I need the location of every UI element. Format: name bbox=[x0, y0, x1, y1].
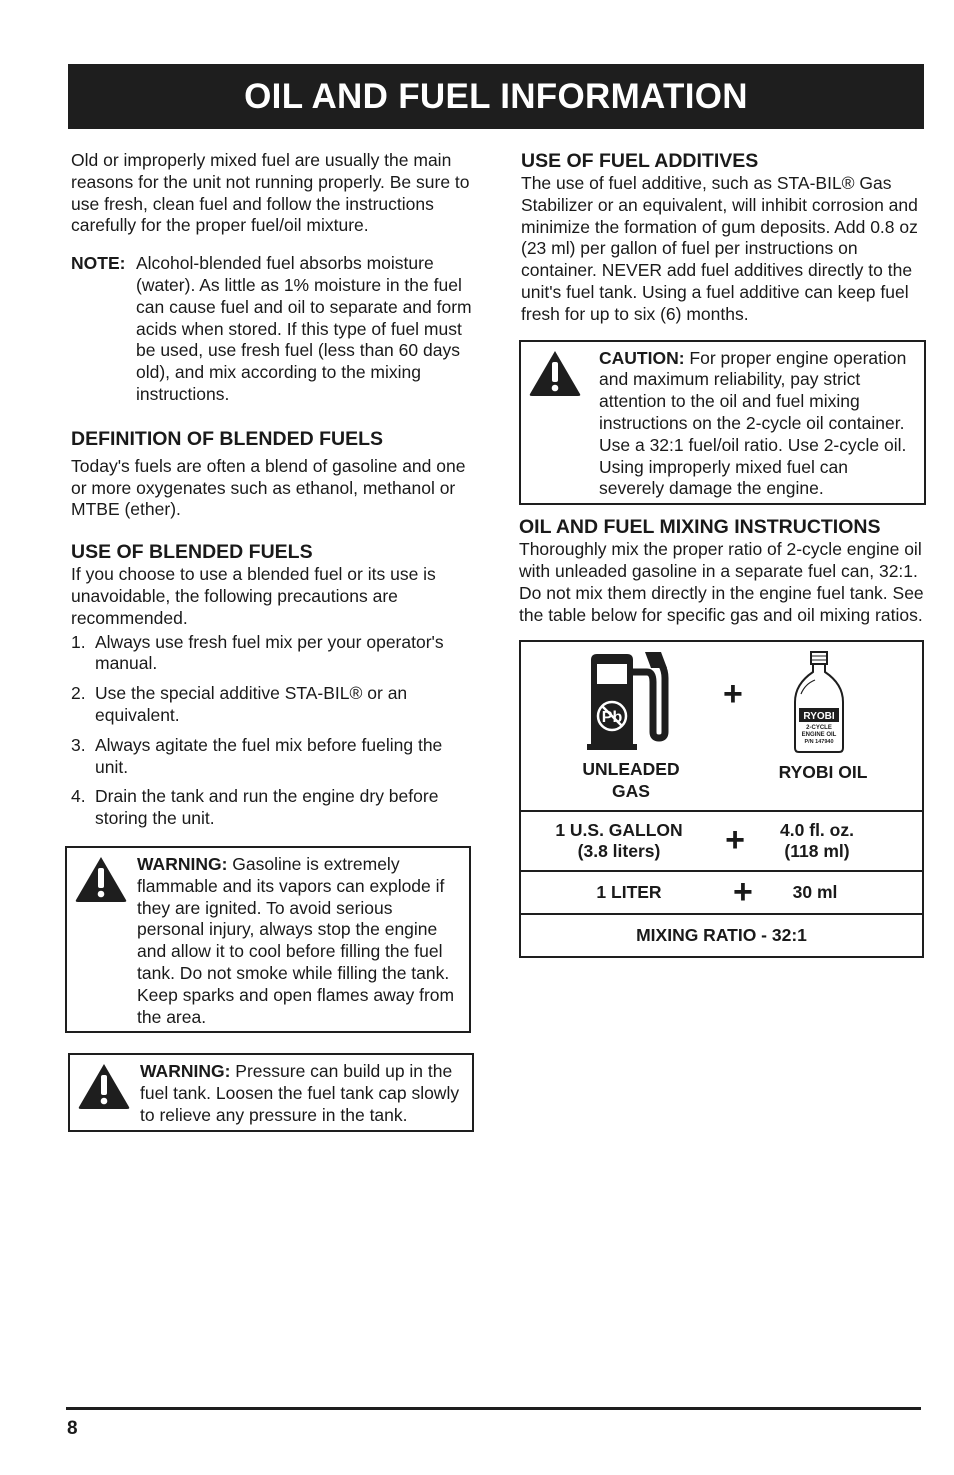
page-number: 8 bbox=[67, 1418, 78, 1439]
warning-box-gasoline bbox=[65, 846, 471, 1033]
mixing-table-header bbox=[521, 642, 922, 812]
note-label: NOTE: bbox=[71, 253, 126, 274]
ml-cell: 30 ml bbox=[792, 881, 838, 902]
use-blended-text: If you choose to use a blended fuel or its use is unavoidable, the following precautions are recommended. bbox=[71, 564, 436, 628]
caution-box bbox=[519, 340, 926, 506]
list-item: 1. Always use fresh fuel mix per your operator's manual. bbox=[71, 631, 444, 674]
warning-label: WARNING: bbox=[140, 1061, 231, 1082]
precautions-list bbox=[71, 632, 475, 830]
oil-label: RYOBI OIL bbox=[778, 762, 868, 783]
caution-label: CAUTION: bbox=[599, 347, 685, 368]
oil-bottle-icon bbox=[789, 650, 849, 760]
definition-heading: DEFINITION OF BLENDED FUELS bbox=[71, 427, 383, 450]
gas-label: UNLEADED GAS bbox=[582, 759, 680, 802]
left-column bbox=[71, 150, 475, 1132]
caution-text: For proper engine operation and maximum reliability, pay strict attention to the oil and fuel mixing instructions on the 2-cycle oil container. Use a 32:1 fuel/oil ratio. Use 2-cycle oil. Using improperly mixed fuel can severely damage the engine. bbox=[599, 347, 907, 499]
use-blended-heading: USE OF BLENDED FUELS bbox=[71, 541, 313, 564]
note-block bbox=[71, 253, 475, 406]
warning-triangle-icon bbox=[76, 1061, 140, 1126]
list-item: 4. Drain the tank and run the engine dry before storing the unit. bbox=[71, 786, 439, 829]
mixing-heading: OIL AND FUEL MIXING INSTRUCTIONS bbox=[519, 516, 881, 539]
svg-text:RYOBI: RYOBI bbox=[803, 711, 835, 723]
ounce-cell: 4.0 fl. oz. (118 ml) bbox=[780, 820, 854, 862]
plus-sign: + bbox=[725, 821, 745, 860]
svg-text:2-CYCLE: 2-CYCLE bbox=[806, 725, 832, 732]
warning-text: Pressure can build up in the fuel tank. Loosen the fuel tank cap slowly to relieve any pressure in the tank. bbox=[140, 1061, 460, 1125]
mixing-table bbox=[519, 640, 924, 958]
svg-text:P/N 147940: P/N 147940 bbox=[804, 739, 834, 746]
intro-paragraph: Old or improperly mixed fuel are usually the main reasons for the unit not running properly. Be sure to use fresh, clean fuel and follow the instructions carefully for the proper fuel/oil mixture. bbox=[71, 150, 470, 236]
liter-cell: 1 LITER bbox=[596, 881, 662, 902]
gallon-cell: 1 U.S. GALLON (3.8 liters) bbox=[555, 820, 683, 862]
mixing-text: Thoroughly mix the proper ratio of 2-cycle engine oil with unleaded gasoline in a separate fuel can, 32:1. Do not mix them directly in the engine fuel tank. See the table below for specific gas and oil mixing ratios. bbox=[519, 539, 924, 625]
footer-rule bbox=[66, 1407, 921, 1410]
list-item: 3. Always agitate the fuel mix before fueling the unit. bbox=[71, 734, 443, 777]
warning-text: Gasoline is extremely flammable and its vapors can explode if they are ignited. To avoid serious personal injury, always stop the engine and allow it to cool before filling the fuel tank. Do not smoke while filling the tank. Keep sparks and open flames away from the area. bbox=[137, 853, 455, 1027]
list-item: 2. Use the special additive STA-BIL® or an equivalent. bbox=[71, 683, 408, 725]
table-row bbox=[521, 812, 922, 872]
warning-label: WARNING: bbox=[137, 853, 228, 874]
table-row: 1 LITER + 30 ml bbox=[521, 872, 922, 915]
plus-sign: + bbox=[723, 675, 743, 714]
additives-heading: USE OF FUEL ADDITIVES bbox=[521, 150, 759, 172]
mixing-ratio-row bbox=[521, 915, 922, 956]
page-title: OIL AND FUEL INFORMATION bbox=[68, 64, 924, 129]
note-text: Alcohol-blended fuel absorbs moisture (water). As little as 1% moisture in the fuel can cause fuel and oil to separate and form acids when stored. If this type of fuel must be used, use fresh fuel (less than 60 days old), and mix according to the mixing instructions. bbox=[136, 253, 472, 404]
right-column bbox=[519, 150, 926, 958]
gas-pump-icon bbox=[585, 652, 681, 758]
warning-triangle-icon bbox=[527, 348, 599, 501]
mixing-ratio: MIXING RATIO - 32:1 bbox=[636, 924, 807, 945]
svg-text:Pb: Pb bbox=[601, 709, 623, 727]
definition-text: Today's fuels are often a blend of gasoline and one or more oxygenates such as ethanol, methanol or MTBE (ether). bbox=[71, 455, 466, 520]
additives-text: The use of fuel additive, such as STA-BIL® Gas Stabilizer or an equivalent, will inhibit corrosion and minimize the formation of gum deposits. Add 0.8 oz (23 ml) per gallon of fuel per instructions on container. NEVER add fuel additives directly to the unit's fuel tank. Using a fuel additive can keep fuel fresh for up to six (6) months. bbox=[521, 173, 918, 324]
svg-text:ENGINE OIL: ENGINE OIL bbox=[801, 732, 837, 739]
warning-box-pressure bbox=[68, 1053, 474, 1131]
warning-triangle-icon bbox=[73, 854, 137, 1028]
